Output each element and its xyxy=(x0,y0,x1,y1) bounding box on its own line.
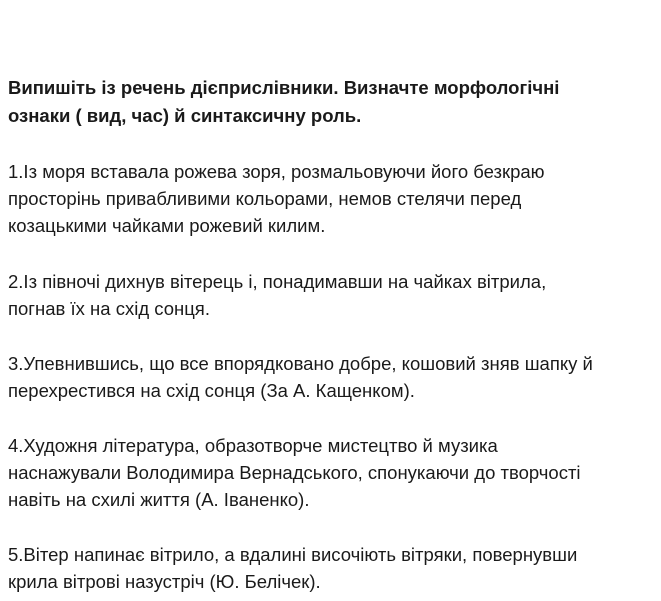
sentence-5 xyxy=(8,541,661,595)
sentence-line: 4.Художня література, образотворче мистецтво й музика xyxy=(8,435,498,456)
document-body xyxy=(8,74,661,595)
sentence-3 xyxy=(8,350,661,404)
sentence-2 xyxy=(8,268,661,322)
task-line: ознаки ( вид, час) й синтаксичну роль. xyxy=(8,105,362,126)
sentence-line: крила вітрові назустріч (Ю. Белічек). xyxy=(8,571,321,592)
sentence-line: просторінь привабливими кольорами, немов стелячи перед xyxy=(8,188,522,209)
sentence-line: погнав їх на схід сонця. xyxy=(8,298,210,319)
sentence-4 xyxy=(8,432,661,513)
task-line: Випишіть із речень дієприслівники. Визначте морфологічні xyxy=(8,77,560,98)
sentence-line: 2.Із півночі дихнув вітерець і, понадимавши на чайках вітрила, xyxy=(8,271,547,292)
sentence-1 xyxy=(8,158,661,239)
task-instruction xyxy=(8,74,661,130)
sentence-line: 1.Із моря вставала рожева зоря, розмальовуючи його безкраю xyxy=(8,161,545,182)
sentence-line: навіть на схилі життя (А. Іваненко). xyxy=(8,489,310,510)
sentence-line: 5.Вітер напинає вітрило, а вдалині височіють вітряки, повернувши xyxy=(8,544,578,565)
sentence-line: наснажували Володимира Вернадського, спонукаючи до творчості xyxy=(8,462,581,483)
sentence-line: козацькими чайками рожевий килим. xyxy=(8,215,326,236)
sentence-line: перехрестився на схід сонця (За А. Кащенком). xyxy=(8,380,415,401)
sentence-line: 3.Упевнившись, що все впорядковано добре, кошовий зняв шапку й xyxy=(8,353,593,374)
